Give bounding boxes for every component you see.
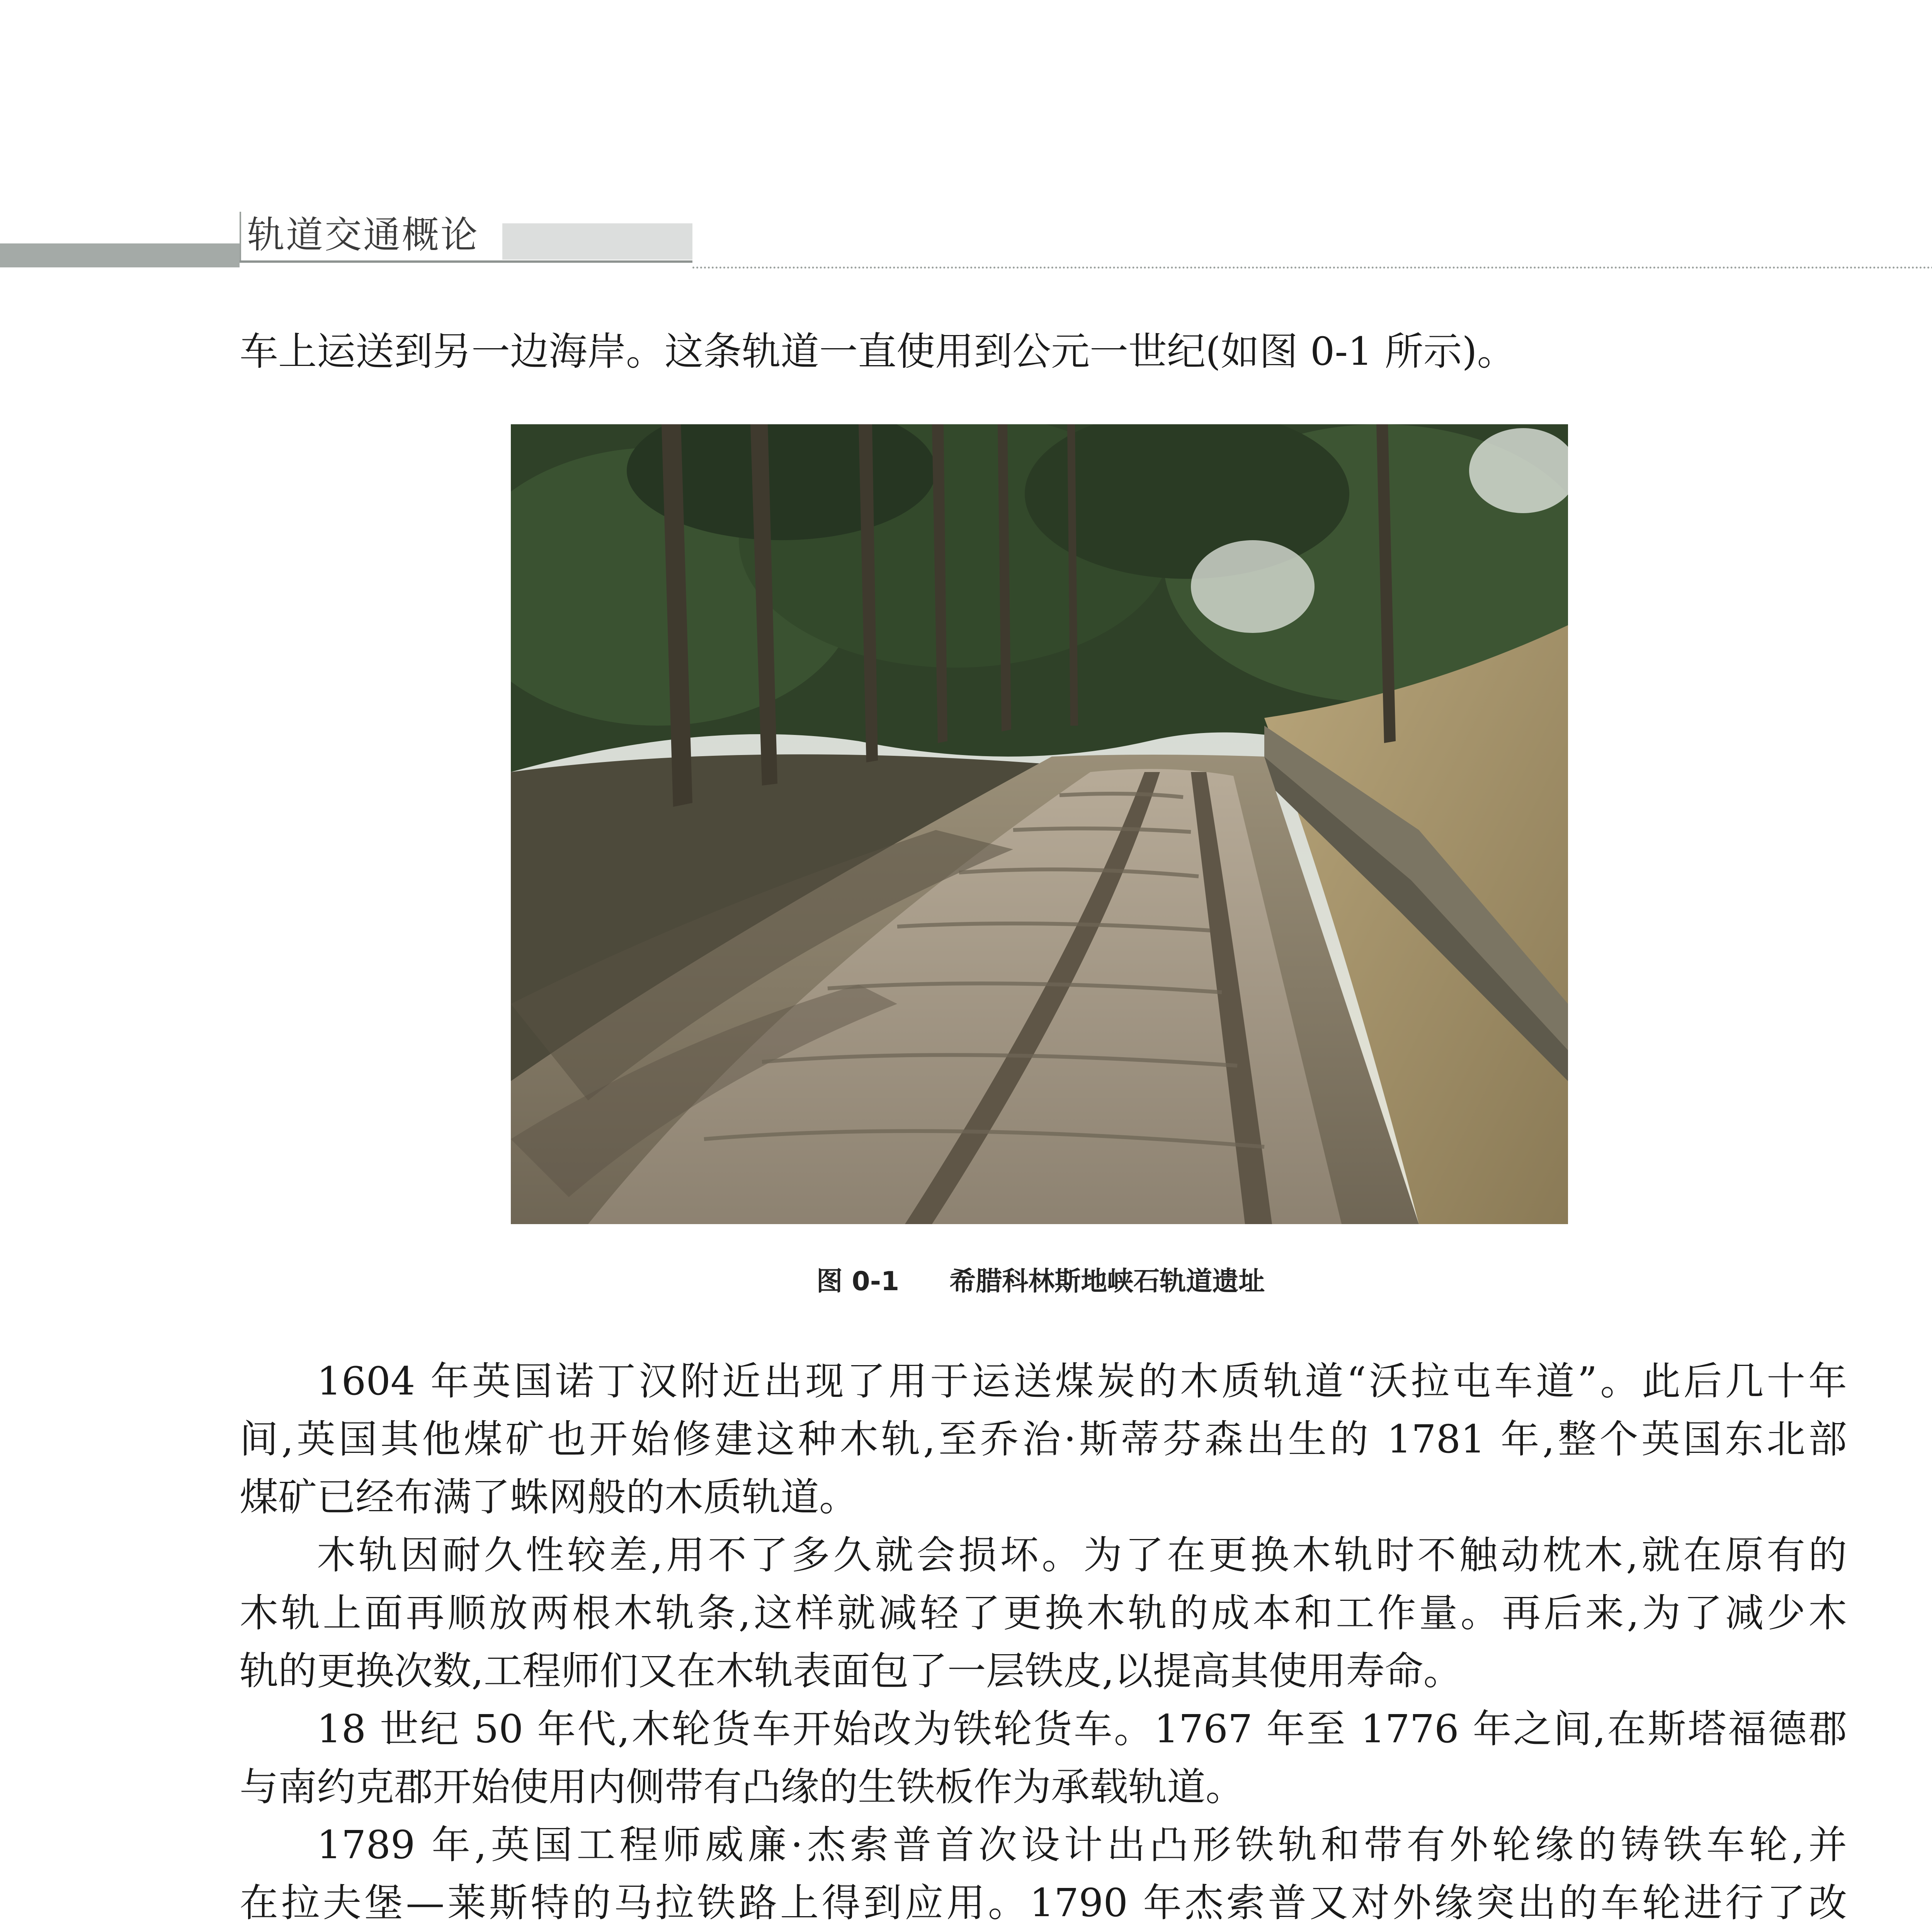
figure-title: 希腊科林斯地峡石轨道遗址 [949, 1266, 1265, 1297]
header-decor-box [502, 223, 692, 260]
body-line: 18 世纪 50 年代,木轮货车开始改为铁轮货车。1767 年至 1776 年之间,在斯塔福德郡 [317, 1706, 1847, 1752]
body-line: 间,英国其他煤矿也开始修建这种木轨,至乔治·斯蒂芬森出生的 1781 年,整个英国东北部 [240, 1417, 1847, 1462]
header-rule [240, 260, 692, 263]
body-line: 轨的更换次数,工程师们又在木轨表面包了一层铁皮,以提高其使用寿命。 [240, 1648, 1462, 1694]
body-line: 1604 年英国诺丁汉附近出现了用于运送煤炭的木质轨道“沃拉屯车道”。此后几十年 [317, 1359, 1847, 1404]
figure-caption [0, 1260, 1932, 1303]
header-divider [240, 212, 241, 263]
figure-label: 图 0-1 [816, 1266, 900, 1297]
header-dotted-rule [692, 267, 1932, 269]
body-line: 1789 年,英国工程师威廉·杰索普首次设计出凸形铁轨和带有外轮缘的铸铁车轮,并 [317, 1822, 1847, 1867]
body-line: 在拉夫堡—莱斯特的马拉铁路上得到应用。1790 年杰索普又对外缘突出的车轮进行了改 [240, 1880, 1847, 1925]
body-line: 煤矿已经布满了蛛网般的木质轨道。 [240, 1475, 858, 1520]
body-line: 木轨因耐久性较差,用不了多久就会损坏。为了在更换木轨时不触动枕木,就在原有的 [317, 1532, 1847, 1578]
figure-photo [511, 424, 1568, 1224]
body-line: 与南约克郡开始使用内侧带有凸缘的生铁板作为承载轨道。 [240, 1764, 1244, 1810]
body-line: 木轨上面再顺放两根木轨条,这样就减轻了更换木轨的成本和工作量。再后来,为了减少木 [240, 1590, 1847, 1636]
header-decor-bar [0, 243, 240, 267]
body-line: 车上运送到另一边海岸。这条轨道一直使用到公元一世纪(如图 0-1 所示)。 [240, 329, 1516, 374]
running-header-title: 轨道交通概论 [247, 213, 479, 257]
ancient-stone-track-photo-icon [511, 424, 1568, 1224]
